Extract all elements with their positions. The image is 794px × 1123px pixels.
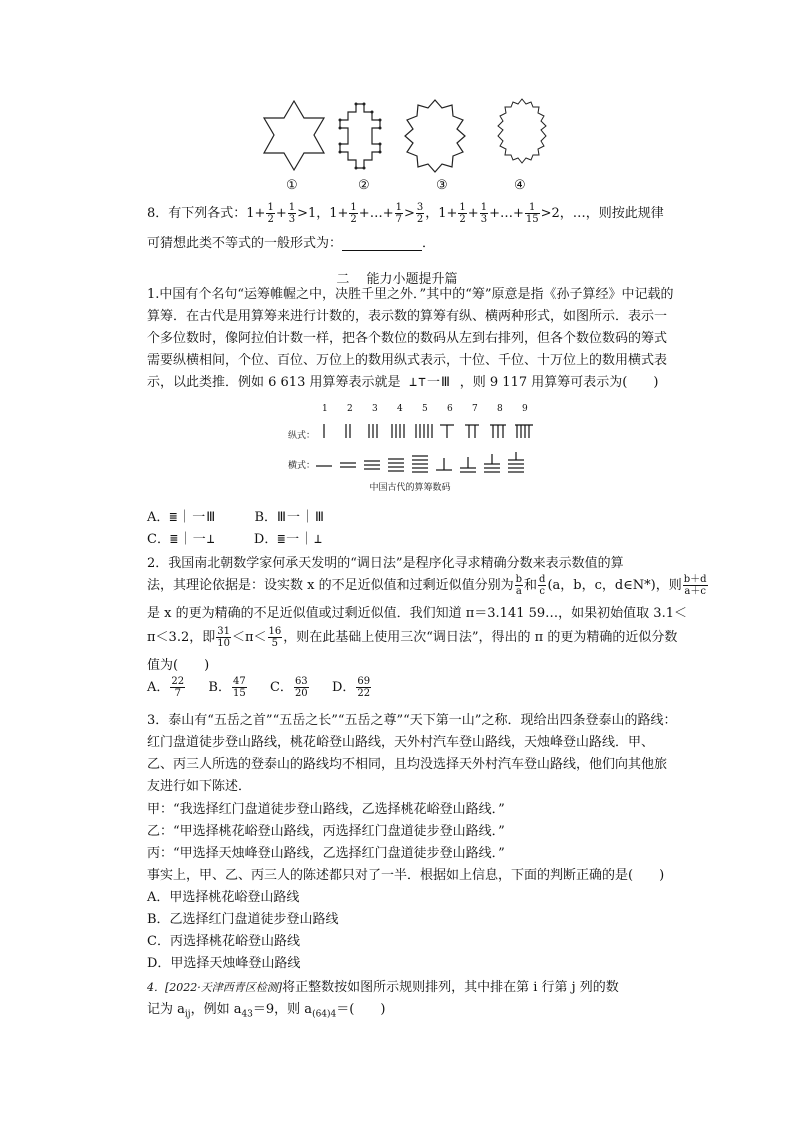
q3-bing: 丙：“甲选择天烛峰登山路线，乙选择红门盘道徒步登山路线．” [147, 846, 505, 861]
q1-options-cd [147, 528, 323, 547]
q1-options-ab [147, 506, 325, 525]
q4-line1: 4．[2022·天津西青区检测]将正整数按如图所示规则排列，其中排在第 i 行第 j 列的数 [147, 980, 619, 995]
rod-table-caption: 中国古代的算筹数码 [369, 483, 451, 493]
q2-option-d[interactable]: D． $\frac{69}{22}$ [331, 676, 371, 699]
q2-option-b[interactable]: B． $\frac{47}{15}$ [208, 676, 246, 699]
q1-option-b[interactable]: B．Ⅲ一｜Ⅲ [254, 510, 325, 525]
q1-option-d[interactable]: D．≣一｜⊥ [253, 532, 323, 547]
q2-line1: 2．我国南北朝数学家何承天发明的“调日法”是程序化寻求精确分数来表示数值的算 [147, 556, 624, 571]
figure-label-3: ③ [436, 178, 448, 193]
q2-line5: 值为( ) [147, 658, 210, 673]
q2-options [147, 676, 372, 699]
section-title: 二 能力小题提升篇 [336, 272, 458, 287]
fractal-figures [260, 96, 560, 176]
q3-option-c[interactable]: C．丙选择桃花峪登山路线 [147, 934, 300, 949]
figure-square-fractal [339, 103, 382, 170]
q3-yi: 乙：“甲选择桃花峪登山路线，丙选择红门盘道徒步登山路线．” [147, 824, 505, 839]
q1-option-c[interactable]: C．≣｜一⊥ [147, 532, 216, 547]
q2-option-a[interactable]: A． $\frac{22}{7}$ [147, 676, 185, 699]
q2-line4: π＜3.2，即 $\frac{31}{10}$ ＜π＜ $\frac{16}{5}$ ，则在此基础上使用三次“调日法”，得出的 π 的更为精确的近似分数 [147, 626, 678, 649]
figure-koch-fine [498, 99, 546, 163]
q8-line1: 8．有下列各式：1+ $\frac{1}{2}$ + $\frac{1}{3}$ >1，1+ $\frac{1}{2}$ +…+ $\frac{1}{7}$ > $\frac{3}{2}$ ，1+ $\frac{1}{2}$ + $\frac{1}{3}$ +…+ $\frac{1}{15}$ >2，…，则按此规律 [147, 202, 664, 225]
horizontal-rods [314, 452, 540, 474]
q3-jia: 甲：“我选择红门盘道徒步登山路线，乙选择桃花峪登山路线．” [147, 802, 505, 817]
q2-option-c[interactable]: C． $\frac{63}{20}$ [269, 676, 308, 699]
figure-label-4: ④ [514, 178, 526, 193]
q8-line2: 可猜想此类不等式的一般形式为： ． [147, 236, 436, 251]
q2-line3: 是 x 的更为精确的不足近似值或过剩近似值．我们知道 π＝3.141 59…，如果初始值取 3.1＜ [147, 606, 687, 621]
vertical-rods [320, 422, 540, 442]
q2-line2: 法，其理论依据是：设实数 x 的不足近似值和过剩近似值分别为 $\frac{b}{a}$ 和 $\frac{d}{c}$ (a，b，c，d∈N*)，则 $\frac{b+d}{a+c}$ [147, 574, 707, 597]
rod-6613: ⊥⊤一Ⅲ [400, 375, 460, 390]
q1-option-a[interactable]: A．≣｜一Ⅲ [147, 510, 217, 525]
answer-blank[interactable] [342, 238, 422, 251]
figure-star [264, 101, 324, 170]
figure-label-1: ① [286, 178, 298, 193]
rod-table: 1 2 3 4 5 6 7 8 9 纵式： 横式： 中国古代的算筹数码 [280, 404, 540, 493]
q3-fact: 事实上，甲、乙、丙三人的陈述都只对了一半．根据如上信息，下面的判断正确的是( ) [147, 868, 665, 883]
q4-line2: 记为 $a_{ij}$，例如 $a_{43}=9$，则 $a_{(64)4}=$( ) [147, 1002, 386, 1020]
q3-text: 3．泰山有“五岳之首”“五岳之长”“五岳之尊”“天下第一山”之称．现给出四条登泰山的路线：红门盘道徒步登山路线，桃花峪登山路线，天外村汽车登山路线，天烛峰登山路线．甲、乙、丙三人所选的登泰山的路线均不相同，且均没选择天外村汽车登山路线，他们向其他旅友进行如下陈述． [147, 713, 677, 794]
q1-text: 1.中国有个名句“运筹帷幄之中，决胜千里之外．”其中的“筹”原意是指《孙子算经》中记载的算筹．在古代是用算筹来进行计数的，表示数的算筹有纵、横两种形式，如图所示．表示一个多位数时，像阿拉伯计数一样，把各个数位的数码从左到右排列，但各个数位数码的筹式需要纵横相间，个位、百位、万位上的数用纵式表示，十位、千位、十万位上的数用横式表示，以此类推．例如 6 613 用算筹表示就是 ⊥⊤一Ⅲ ，则 9 117 用算筹可表示为( ) [147, 287, 674, 390]
q3-option-b[interactable]: B．乙选择红门盘道徒步登山路线 [147, 912, 339, 927]
figure-koch [405, 100, 465, 172]
figure-label-2: ② [358, 178, 370, 193]
q3-option-d[interactable]: D．甲选择天烛峰登山路线 [147, 956, 301, 971]
q3-option-a[interactable]: A．甲选择桃花峪登山路线 [147, 890, 300, 905]
